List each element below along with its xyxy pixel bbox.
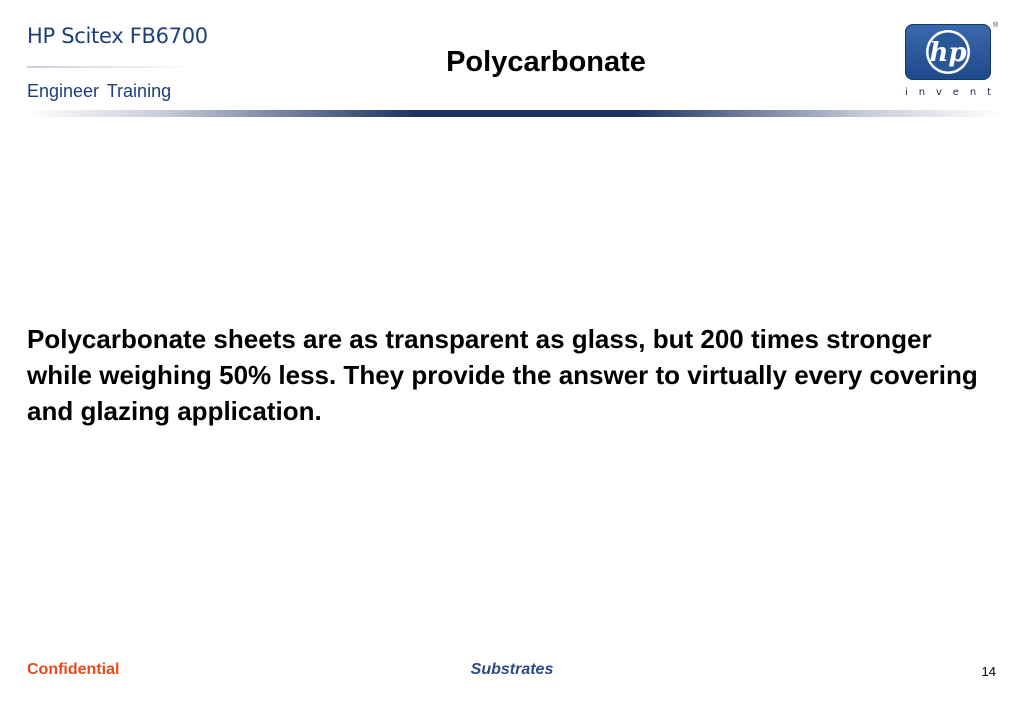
section-label: Substrates (470, 661, 554, 678)
slide-title: Polycarbonate (446, 46, 646, 78)
product-underline (27, 66, 197, 68)
tagline-letter: v (935, 87, 942, 98)
hp-logo-mark (905, 24, 991, 80)
tagline-letter: i (905, 87, 908, 98)
confidential-label: Confidential (27, 661, 120, 678)
page-number: 14 (981, 664, 996, 679)
header-divider (27, 110, 1002, 117)
body-paragraph: Polycarbonate sheets are as transparent as glass, but 200 times stronger while weighing 50% less. They provide the answer to virtually every covering and glazing application. (27, 324, 978, 426)
invent-tagline (905, 87, 991, 98)
registered-mark: ® (993, 22, 999, 29)
product-name: HP Scitex FB6700 (27, 24, 208, 48)
training-subtitle: Engineer Training (27, 81, 172, 101)
tagline-letter: e (952, 87, 959, 98)
hp-logo-icon (905, 24, 991, 80)
hp-logo-text: hp (929, 38, 967, 68)
tagline-letter: t (987, 87, 991, 98)
tagline-letter: n (969, 87, 977, 98)
tagline-letter: n (918, 87, 926, 98)
hp-logo (905, 24, 997, 104)
